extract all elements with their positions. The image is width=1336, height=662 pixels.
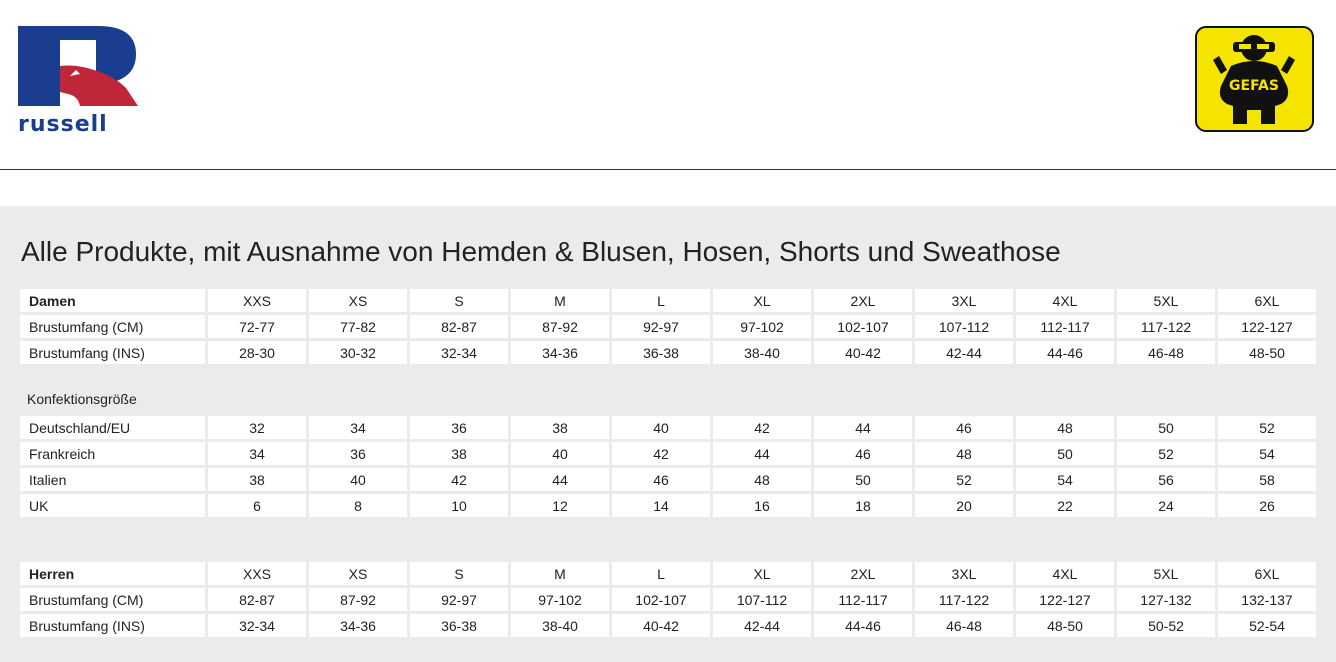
- men-header: Herren: [20, 562, 205, 585]
- table-cell: 122-127: [1016, 588, 1114, 611]
- gefas-logo: [1195, 26, 1314, 132]
- table-cell: 16: [713, 494, 811, 517]
- table-cell: 34-36: [511, 341, 609, 364]
- table-cell: 32-34: [410, 341, 508, 364]
- table-cell: 82-87: [208, 588, 306, 611]
- row-label: Frankreich: [20, 442, 205, 465]
- table-cell: 52: [915, 468, 1013, 491]
- size-header: 5XL: [1117, 562, 1215, 585]
- table-row: [20, 494, 1316, 517]
- size-header: M: [511, 562, 609, 585]
- table-cell: 36: [410, 416, 508, 439]
- row-label: UK: [20, 494, 205, 517]
- size-header: M: [511, 289, 609, 312]
- table-cell: 72-77: [208, 315, 306, 338]
- table-cell: 117-122: [915, 588, 1013, 611]
- table-cell: 92-97: [410, 588, 508, 611]
- page-header: [0, 0, 1336, 170]
- table-cell: 36: [309, 442, 407, 465]
- table-cell: 20: [915, 494, 1013, 517]
- table-cell: 107-112: [713, 588, 811, 611]
- table-cell: 10: [410, 494, 508, 517]
- table-cell: 97-102: [511, 588, 609, 611]
- row-label: Deutschland/EU: [20, 416, 205, 439]
- men-size-table: [17, 559, 1319, 640]
- table-cell: 46-48: [1117, 341, 1215, 364]
- table-row: [20, 416, 1316, 439]
- table-cell: 42: [410, 468, 508, 491]
- table-cell: 102-107: [612, 588, 710, 611]
- table-cell: 48-50: [1016, 614, 1114, 637]
- confection-size-label: Konfektionsgröße: [27, 391, 137, 407]
- row-label: Brustumfang (CM): [20, 315, 205, 338]
- table-cell: 50: [1016, 442, 1114, 465]
- russell-wordmark: russell: [18, 112, 108, 137]
- table-cell: 24: [1117, 494, 1215, 517]
- table-cell: 28-30: [208, 341, 306, 364]
- table-cell: 87-92: [511, 315, 609, 338]
- table-cell: 14: [612, 494, 710, 517]
- row-label: Brustumfang (INS): [20, 341, 205, 364]
- row-label: Brustumfang (INS): [20, 614, 205, 637]
- size-header: 3XL: [915, 289, 1013, 312]
- size-header: S: [410, 562, 508, 585]
- table-cell: 8: [309, 494, 407, 517]
- table-row: [20, 562, 1316, 585]
- row-label: Italien: [20, 468, 205, 491]
- table-cell: 40-42: [814, 341, 912, 364]
- table-cell: 18: [814, 494, 912, 517]
- table-cell: 54: [1218, 442, 1316, 465]
- table-cell: 44: [814, 416, 912, 439]
- table-cell: 46: [915, 416, 1013, 439]
- table-cell: 50-52: [1117, 614, 1215, 637]
- table-cell: 22: [1016, 494, 1114, 517]
- women-size-table: [17, 286, 1319, 367]
- table-cell: 40: [309, 468, 407, 491]
- size-header: 2XL: [814, 289, 912, 312]
- table-cell: 30-32: [309, 341, 407, 364]
- size-header: 6XL: [1218, 562, 1316, 585]
- table-cell: 38-40: [511, 614, 609, 637]
- table-cell: 36-38: [410, 614, 508, 637]
- size-header: XXS: [208, 562, 306, 585]
- table-cell: 32: [208, 416, 306, 439]
- page-title: Alle Produkte, mit Ausnahme von Hemden & Blusen, Hosen, Shorts und Sweathose: [21, 236, 1061, 267]
- size-header: XXS: [208, 289, 306, 312]
- table-cell: 26: [1218, 494, 1316, 517]
- table-cell: 34: [309, 416, 407, 439]
- table-cell: 87-92: [309, 588, 407, 611]
- table-row: [20, 341, 1316, 364]
- size-chart-section: [0, 206, 1336, 662]
- table-cell: 54: [1016, 468, 1114, 491]
- table-cell: 38: [410, 442, 508, 465]
- size-header: 4XL: [1016, 289, 1114, 312]
- table-cell: 44-46: [1016, 341, 1114, 364]
- size-header: XL: [713, 562, 811, 585]
- row-label: Brustumfang (CM): [20, 588, 205, 611]
- table-cell: 38-40: [713, 341, 811, 364]
- table-cell: 112-117: [1016, 315, 1114, 338]
- table-cell: 48: [713, 468, 811, 491]
- table-cell: 44: [713, 442, 811, 465]
- table-row: [20, 614, 1316, 637]
- table-cell: 46: [814, 442, 912, 465]
- table-cell: 42-44: [713, 614, 811, 637]
- table-cell: 42: [713, 416, 811, 439]
- table-row: [20, 315, 1316, 338]
- table-cell: 97-102: [713, 315, 811, 338]
- table-cell: 46: [612, 468, 710, 491]
- size-header: 6XL: [1218, 289, 1316, 312]
- table-cell: 48: [915, 442, 1013, 465]
- table-cell: 38: [511, 416, 609, 439]
- women-header: Damen: [20, 289, 205, 312]
- size-header: S: [410, 289, 508, 312]
- gefas-wordmark: GEFAS: [1229, 78, 1279, 94]
- confection-size-table: [17, 413, 1319, 520]
- table-cell: 132-137: [1218, 588, 1316, 611]
- table-cell: 112-117: [814, 588, 912, 611]
- table-cell: 46-48: [915, 614, 1013, 637]
- table-row: [20, 588, 1316, 611]
- table-cell: 52-54: [1218, 614, 1316, 637]
- size-header: L: [612, 562, 710, 585]
- size-header: XS: [309, 289, 407, 312]
- table-cell: 52: [1117, 442, 1215, 465]
- table-cell: 44: [511, 468, 609, 491]
- table-cell: 58: [1218, 468, 1316, 491]
- table-cell: 102-107: [814, 315, 912, 338]
- table-row: [20, 468, 1316, 491]
- table-row: [20, 289, 1316, 312]
- size-header: XS: [309, 562, 407, 585]
- size-header: 2XL: [814, 562, 912, 585]
- table-cell: 40: [511, 442, 609, 465]
- table-cell: 82-87: [410, 315, 508, 338]
- size-header: 3XL: [915, 562, 1013, 585]
- table-row: [20, 442, 1316, 465]
- table-cell: 92-97: [612, 315, 710, 338]
- table-cell: 6: [208, 494, 306, 517]
- table-cell: 40: [612, 416, 710, 439]
- table-cell: 50: [814, 468, 912, 491]
- table-cell: 56: [1117, 468, 1215, 491]
- size-header: XL: [713, 289, 811, 312]
- table-cell: 12: [511, 494, 609, 517]
- table-cell: 117-122: [1117, 315, 1215, 338]
- table-cell: 107-112: [915, 315, 1013, 338]
- table-cell: 38: [208, 468, 306, 491]
- table-cell: 52: [1218, 416, 1316, 439]
- table-cell: 34-36: [309, 614, 407, 637]
- table-cell: 77-82: [309, 315, 407, 338]
- table-cell: 32-34: [208, 614, 306, 637]
- table-cell: 40-42: [612, 614, 710, 637]
- table-cell: 50: [1117, 416, 1215, 439]
- table-cell: 42-44: [915, 341, 1013, 364]
- table-cell: 48: [1016, 416, 1114, 439]
- size-header: 4XL: [1016, 562, 1114, 585]
- table-cell: 44-46: [814, 614, 912, 637]
- table-cell: 48-50: [1218, 341, 1316, 364]
- size-header: 5XL: [1117, 289, 1215, 312]
- table-cell: 122-127: [1218, 315, 1316, 338]
- table-cell: 42: [612, 442, 710, 465]
- table-cell: 127-132: [1117, 588, 1215, 611]
- table-cell: 36-38: [612, 341, 710, 364]
- size-header: L: [612, 289, 710, 312]
- table-cell: 34: [208, 442, 306, 465]
